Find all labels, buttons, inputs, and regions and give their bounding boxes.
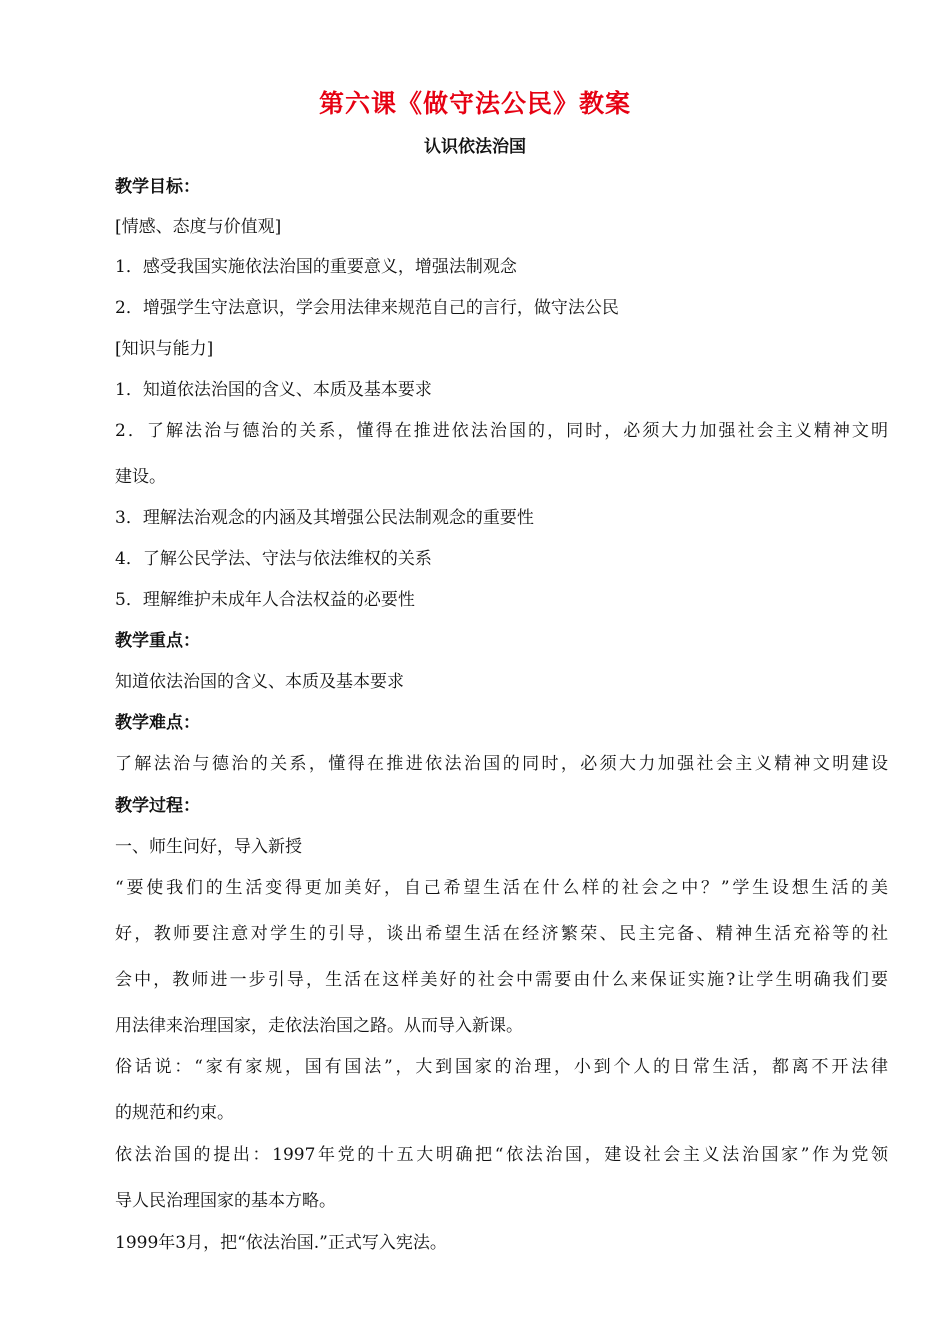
paragraph-line: 的规范和约束。: [115, 1103, 234, 1123]
section-heading-key-points: 教学重点：: [115, 631, 200, 651]
section-heading-difficulties: 教学难点：: [115, 713, 200, 733]
paragraph-line: “要使我们的生活变得更加美好，自己希望生活在什么样的社会之中？”学生设想生活的美: [115, 878, 888, 898]
process-step-heading: 一、师生问好，导入新授: [115, 837, 302, 857]
paragraph-line: 会中，教师进一步引导，生活在这样美好的社会中需要由什么来保证实施?让学生明确我们要: [115, 970, 888, 990]
paragraph-line: 俗话说：“家有家规，国有国法”，大到国家的治理，小到个人的日常生活，都离不开法律: [115, 1057, 888, 1077]
section-heading-process: 教学过程：: [115, 796, 200, 816]
paragraph-line: 导人民治理国家的基本方略。: [115, 1191, 336, 1211]
objective-item: 2．了解法治与德治的关系，懂得在推进依法治国的，同时，必须大力加强社会主义精神文明: [115, 421, 888, 441]
subsection-heading-knowledge: [知识与能力]: [115, 339, 214, 359]
document-title: 第六课《做守法公民》教案: [318, 89, 631, 118]
key-point-text: 知道依法治国的含义、本质及基本要求: [115, 672, 404, 692]
paragraph-line: 1999年3月，把“依法治国.”正式写入宪法。: [115, 1233, 447, 1253]
objective-item: 2．增强学生守法意识，学会用法律来规范自己的言行，做守法公民: [115, 298, 619, 318]
difficulty-text: 了解法治与德治的关系，懂得在推进依法治国的同时，必须大力加强社会主义精神文明建设: [115, 754, 888, 774]
objective-item-continued: 建设。: [115, 467, 166, 487]
paragraph-line: 好，教师要注意对学生的引导，谈出希望生活在经济繁荣、民主完备、精神生活充裕等的社: [115, 924, 888, 944]
objective-item: 3．理解法治观念的内涵及其增强公民法制观念的重要性: [115, 508, 534, 528]
objective-item: 1．感受我国实施依法治国的重要意义，增强法制观念: [115, 257, 517, 277]
objective-item: 5．理解维护未成年人合法权益的必要性: [115, 590, 415, 610]
document-subtitle: 认识依法治国: [424, 137, 526, 157]
subsection-heading-attitude: [情感、态度与价值观]: [115, 217, 282, 237]
section-heading-objectives: 教学目标：: [115, 177, 200, 197]
paragraph-line: 用法律来治理国家，走依法治国之路。从而导入新课。: [115, 1016, 523, 1036]
paragraph-line: 依法治国的提出：1997年党的十五大明确把“依法治国，建设社会主义法治国家”作为党领: [115, 1145, 888, 1165]
objective-item: 4．了解公民学法、守法与依法维权的关系: [115, 549, 432, 569]
objective-item: 1．知道依法治国的含义、本质及基本要求: [115, 380, 432, 400]
